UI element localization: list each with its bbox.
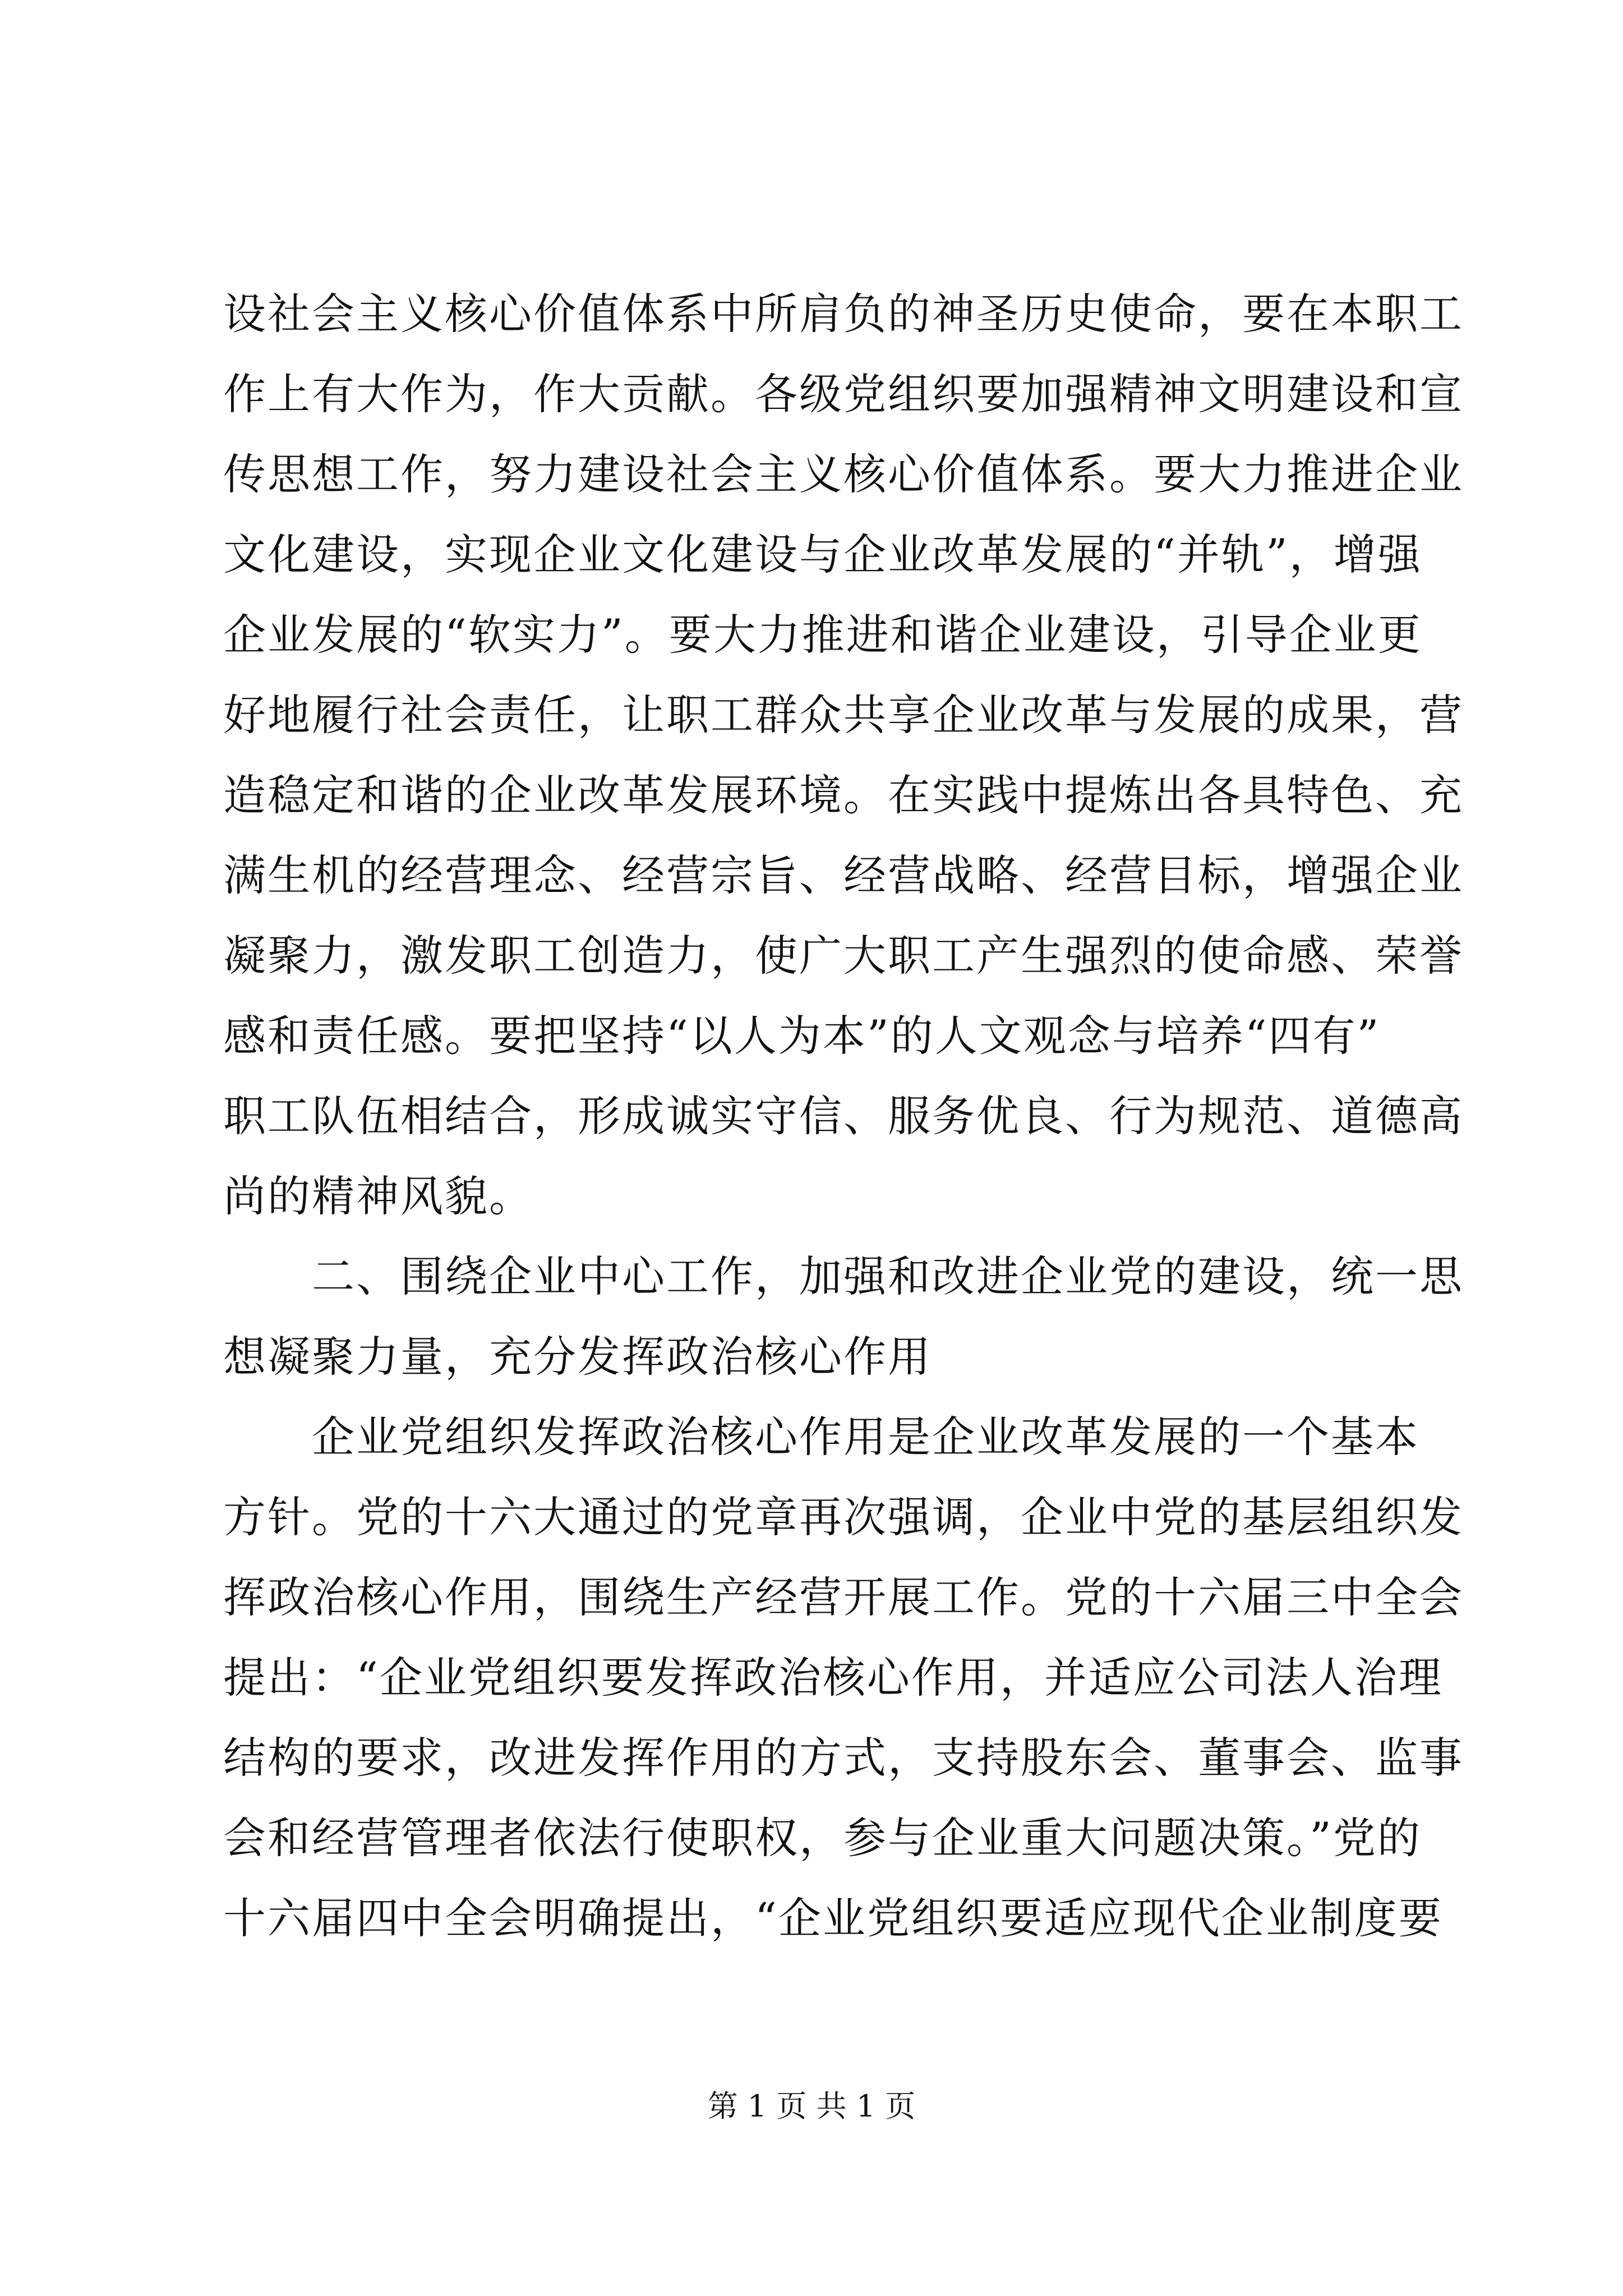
text-line: 想凝聚力量，充分发挥政治核心作用 (223, 1332, 932, 1382)
text-line: 凝聚力，激发职工创造力，使广大职工产生强烈的使命感、荣誉 (223, 931, 1464, 981)
page-footer: 第 1 页 共 1 页 (707, 2088, 916, 2124)
text-line: 尚的精神风貌。 (223, 1171, 533, 1221)
text-line: 提出：“企业党组织要发挥政治核心作用，并适应公司法人治理 (223, 1653, 1443, 1703)
text-line: 满生机的经营理念、经营宗旨、经营战略、经营目标，增强企业 (223, 850, 1464, 900)
text-line: 职工队伍相结合，形成诚实守信、服务优良、行为规范、道德高 (223, 1091, 1464, 1141)
text-line: 方针。党的十六大通过的党章再次强调，企业中党的基层组织发 (223, 1492, 1464, 1542)
text-line: 造稳定和谐的企业改革发展环境。在实践中提炼出各具特色、充 (223, 770, 1464, 820)
text-line: 会和经营管理者依法行使职权，参与企业重大问题决策。”党的 (223, 1813, 1422, 1863)
document-body (223, 274, 1464, 1958)
text-line: 十六届四中全会明确提出，“企业党组织要适应现代企业制度要 (223, 1893, 1443, 1943)
text-line: 设社会主义核心价值体系中所肩负的神圣历史使命，要在本职工 (223, 289, 1464, 339)
text-line: 传思想工作，努力建设社会主义核心价值体系。要大力推进企业 (223, 449, 1464, 499)
text-line: 作上有大作为，作大贡献。各级党组织要加强精神文明建设和宣 (223, 369, 1464, 419)
text-line: 文化建设，实现企业文化建设与企业改革发展的“并轨”，增强 (223, 530, 1422, 579)
text-line: 结构的要求，改进发挥作用的方式，支持股东会、董事会、监事 (223, 1733, 1464, 1783)
text-line: 好地履行社会责任，让职工群众共享企业改革与发展的成果，营 (223, 690, 1464, 740)
text-line: 二、围绕企业中心工作，加强和改进企业党的建设，统一思 (312, 1251, 1464, 1301)
text-line: 企业发展的“软实力”。要大力推进和谐企业建设，引导企业更 (223, 610, 1422, 660)
text-line: 感和责任感。要把坚持“以人为本”的人文观念与培养“四有” (223, 1011, 1381, 1061)
text-line: 企业党组织发挥政治核心作用是企业改革发展的一个基本 (312, 1412, 1419, 1462)
text-line: 挥政治核心作用，围绕生产经营开展工作。党的十六届三中全会 (223, 1572, 1464, 1622)
